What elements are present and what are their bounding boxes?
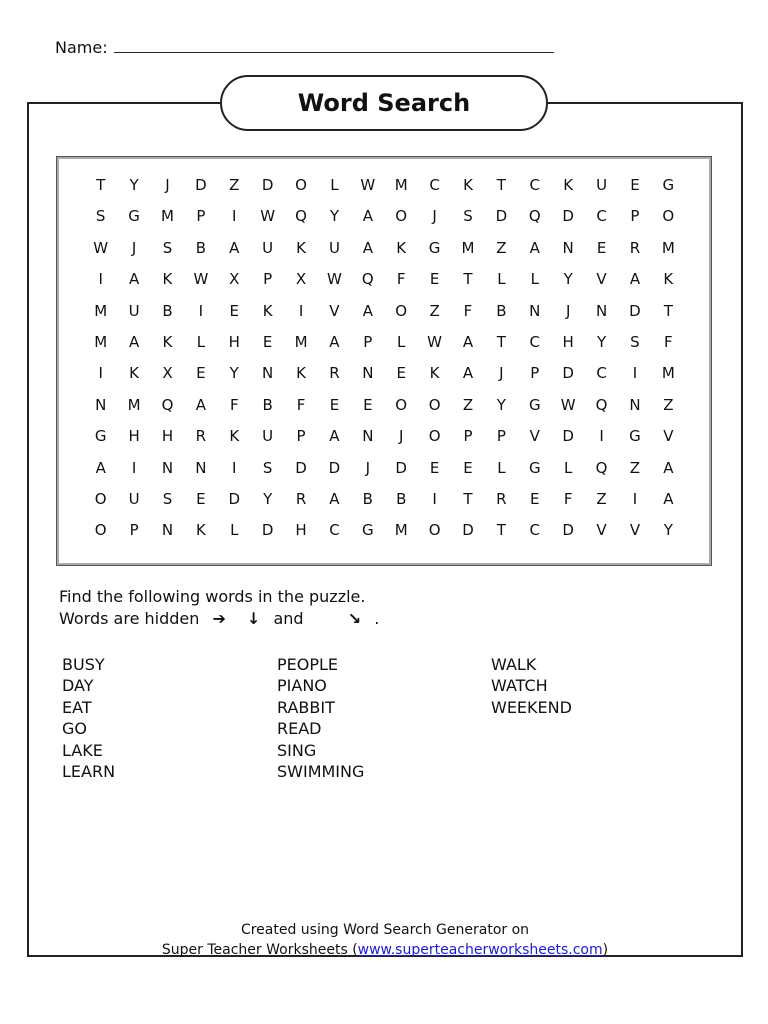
grid-letter: R	[629, 238, 641, 257]
name-label: Name:	[55, 38, 108, 57]
word-list-item: READ	[277, 719, 322, 739]
grid-letter: A	[462, 364, 474, 383]
grid-letter: D	[195, 176, 207, 194]
grid-letter: A	[462, 332, 474, 351]
word-list-item: WEEKEND	[491, 697, 572, 717]
grid-letter: E	[429, 270, 440, 289]
grid-letter: M	[661, 364, 675, 383]
grid-letter: G	[662, 176, 675, 194]
instructions-and: and	[273, 609, 304, 628]
grid-letter: I	[599, 427, 604, 446]
grid-letter: Z	[629, 458, 641, 477]
grid-letter: C	[329, 521, 340, 540]
grid-letter: H	[161, 427, 174, 446]
grid-letter: E	[229, 301, 239, 320]
grid-letter: B	[162, 301, 173, 320]
grid-letter: O	[395, 301, 408, 320]
grid-letter: P	[496, 427, 506, 446]
grid-letter: W	[560, 395, 576, 414]
grid-letter: X	[229, 270, 240, 289]
grid-letter: N	[362, 364, 374, 383]
grid-letter: F	[463, 301, 473, 320]
grid-letter: M	[394, 176, 408, 194]
grid-letter: U	[596, 176, 608, 194]
grid-letter: B	[496, 301, 507, 320]
grid-letter: A	[663, 489, 674, 508]
grid-letter: H	[128, 427, 140, 446]
grid-letter: V	[629, 521, 641, 540]
grid-letter: D	[228, 489, 241, 508]
grid-letter: Q	[595, 458, 608, 477]
grid-letter: K	[563, 176, 574, 194]
grid-letter: U	[128, 301, 140, 320]
grid-letter: A	[95, 458, 106, 477]
grid-letter: U	[262, 238, 274, 257]
grid-letter: K	[429, 364, 440, 383]
grid-letter: V	[529, 427, 540, 446]
grid-letter: W	[260, 207, 276, 226]
grid-letter: N	[195, 458, 207, 477]
grid-letter: R	[295, 489, 307, 508]
word-list-item: BUSY	[62, 655, 105, 674]
grid-letter: Y	[329, 207, 340, 226]
grid-letter: D	[295, 458, 307, 477]
grid-letter: Y	[663, 521, 673, 540]
grid-letter: G	[128, 207, 140, 226]
grid-letter: E	[530, 489, 540, 508]
grid-letter: P	[296, 427, 306, 446]
word-list-column-1	[62, 654, 115, 782]
grid-letter: E	[429, 458, 440, 477]
grid-letter: O	[395, 207, 408, 226]
grid-letter: Q	[295, 207, 307, 226]
grid-letter: D	[562, 521, 574, 540]
grid-letter: J	[131, 238, 137, 257]
grid-letter: D	[562, 364, 574, 383]
grid-letter: D	[562, 207, 574, 226]
grid-letter: R	[195, 427, 207, 446]
grid-letter: I	[432, 489, 437, 508]
grid-letter: I	[298, 301, 304, 320]
grid-letter: M	[661, 238, 675, 257]
grid-letter: K	[296, 238, 306, 257]
grid-letter: L	[563, 458, 573, 477]
grid-letter: S	[162, 489, 173, 508]
grid-letter: Q	[361, 270, 374, 289]
grid-letter: E	[196, 364, 206, 383]
grid-letter: Z	[229, 176, 240, 194]
grid-letter: X	[162, 364, 173, 383]
grid-letter: L	[530, 270, 539, 289]
word-list-item: RABBIT	[277, 697, 335, 717]
word-list-item: DAY	[62, 676, 94, 696]
grid-letter: G	[528, 395, 541, 414]
grid-letter: P	[463, 427, 473, 446]
grid-letter: Y	[563, 270, 573, 289]
grid-letter: K	[162, 270, 173, 289]
instructions-period: .	[374, 609, 380, 628]
grid-letter: E	[630, 176, 640, 194]
grid-letter: Q	[595, 395, 608, 414]
grid-letter: A	[362, 238, 373, 257]
grid-letter: R	[496, 489, 507, 508]
grid-letter: F	[229, 395, 239, 414]
grid-letter: N	[95, 395, 107, 414]
grid-letter: I	[131, 458, 137, 477]
grid-letter: O	[428, 395, 441, 414]
grid-letter: Z	[462, 395, 474, 414]
grid-letter: T	[463, 270, 473, 289]
arrow-right-icon: ➔	[212, 609, 226, 628]
grid-letter: P	[630, 207, 640, 226]
grid-letter: W	[93, 238, 109, 257]
grid-letter: I	[632, 489, 638, 508]
word-list-column-3	[491, 654, 572, 718]
worksheet-title: Word Search	[220, 75, 548, 131]
grid-letter: W	[427, 332, 443, 351]
grid-letter: E	[463, 458, 473, 477]
grid-letter: O	[295, 176, 307, 194]
word-list-item: LEARN	[62, 762, 116, 782]
grid-letter: D	[562, 427, 574, 446]
grid-letter: B	[396, 489, 407, 508]
grid-letter: K	[396, 238, 407, 257]
grid-letter: A	[128, 270, 140, 289]
grid-letter: W	[327, 270, 342, 289]
grid-letter: L	[397, 332, 406, 351]
grid-letter: M	[294, 332, 308, 351]
word-list-item: WALK	[491, 655, 537, 674]
grid-letter: G	[428, 238, 441, 257]
footer-prefix: Super Teacher Worksheets (	[161, 942, 358, 958]
grid-letter: E	[596, 238, 607, 257]
grid-letter: M	[94, 301, 108, 320]
grid-letter: K	[663, 270, 674, 289]
grid-letter: O	[395, 395, 408, 414]
grid-letter: J	[499, 364, 504, 383]
grid-letter: A	[529, 238, 540, 257]
grid-letter: N	[262, 364, 274, 383]
grid-letter: J	[565, 301, 571, 320]
grid-letter: P	[263, 270, 273, 289]
grid-letter: R	[329, 364, 340, 383]
grid-letter: I	[632, 364, 638, 383]
grid-letter: U	[128, 489, 140, 508]
grid-letter: O	[428, 521, 441, 540]
grid-letter: A	[329, 489, 340, 508]
word-list-item: LAKE	[62, 740, 103, 760]
grid-letter: B	[362, 489, 373, 508]
grid-letter: D	[495, 207, 508, 226]
grid-letter: P	[129, 521, 139, 540]
grid-letter: K	[195, 521, 206, 540]
grid-letter: N	[161, 458, 174, 477]
grid-letter: K	[463, 176, 473, 194]
grid-letter: O	[94, 521, 107, 540]
grid-letter: U	[262, 427, 274, 446]
grid-letter: M	[161, 207, 174, 226]
grid-letter: G	[94, 427, 107, 446]
footer-line2	[27, 940, 743, 960]
grid-letter: H	[295, 521, 307, 540]
grid-letter: S	[162, 238, 173, 257]
grid-letter: L	[230, 521, 239, 540]
grid-letter: D	[395, 458, 407, 477]
grid-letter: K	[229, 427, 240, 446]
arrow-diagonal-icon: ↘	[347, 609, 362, 628]
grid-letter: N	[562, 238, 574, 257]
grid-letter: A	[362, 301, 373, 320]
grid-letter: G	[362, 521, 374, 540]
instructions	[59, 586, 379, 630]
word-list-item: PEOPLE	[277, 655, 339, 674]
grid-letter: T	[496, 332, 506, 351]
word-list-item: SWIMMING	[277, 762, 365, 782]
word-list-item: SING	[277, 740, 317, 760]
grid-letter: Z	[596, 489, 607, 508]
footer	[27, 920, 743, 960]
footer-line1: Created using Word Search Generator on	[240, 922, 530, 938]
grid-letter: Q	[161, 395, 174, 414]
grid-letter: J	[165, 176, 170, 194]
grid-letter: L	[196, 332, 206, 351]
grid-letter: T	[96, 176, 106, 194]
grid-letter: S	[95, 207, 106, 226]
grid-letter: E	[196, 489, 206, 508]
grid-letter: A	[362, 207, 373, 226]
grid-letter: X	[295, 270, 307, 289]
grid-letter: J	[398, 427, 404, 446]
grid-letter: A	[329, 332, 340, 351]
grid-letter: C	[529, 521, 541, 540]
grid-letter: K	[162, 332, 173, 351]
grid-letter: C	[529, 176, 541, 194]
word-list-item: PIANO	[277, 676, 327, 696]
grid-letter: Z	[496, 238, 507, 257]
grid-letter: J	[432, 207, 437, 226]
grid-letter: I	[198, 301, 204, 320]
grid-letter: I	[98, 364, 103, 383]
grid-letter: D	[261, 521, 274, 540]
grid-letter: G	[528, 458, 541, 477]
grid-letter: T	[663, 301, 673, 320]
grid-letter: B	[195, 238, 207, 257]
grid-letter: K	[129, 364, 139, 383]
grid-letter: T	[496, 521, 506, 540]
grid-letter: F	[296, 395, 306, 414]
grid-letter: Y	[596, 332, 607, 351]
grid-letter: D	[261, 176, 274, 194]
footer-link[interactable]: www.superteacherworksheets.com	[357, 942, 603, 958]
grid-letter: M	[127, 395, 141, 414]
grid-letter: J	[365, 458, 371, 477]
word-list-item: GO	[62, 719, 87, 739]
grid-letter: F	[664, 332, 673, 351]
grid-letter: H	[562, 332, 574, 351]
name-blank-line	[114, 38, 554, 53]
grid-letter: W	[360, 176, 376, 194]
grid-letter: Q	[528, 207, 541, 226]
grid-letter: K	[262, 301, 273, 320]
grid-letter: I	[232, 207, 237, 226]
grid-letter: N	[595, 301, 608, 320]
grid-letter: D	[462, 521, 474, 540]
grid-letter: T	[463, 489, 473, 508]
instructions-line2	[59, 608, 379, 630]
grid-letter: A	[128, 332, 140, 351]
grid-letter: C	[596, 364, 607, 383]
grid-letter: O	[428, 427, 441, 446]
grid-letter: W	[193, 270, 209, 289]
grid-letter: V	[596, 521, 607, 540]
grid-letter: M	[394, 521, 408, 540]
word-list-item: WATCH	[491, 676, 548, 696]
grid-letter: D	[328, 458, 341, 477]
grid-letter: N	[362, 427, 374, 446]
grid-letter: E	[363, 395, 373, 414]
grid-letter: F	[396, 270, 406, 289]
grid-letter: L	[330, 176, 339, 194]
grid-letter: L	[497, 458, 506, 477]
grid-letter: C	[529, 332, 541, 351]
grid-letter: O	[662, 207, 675, 226]
grid-letter: N	[629, 395, 641, 414]
arrow-down-icon: ↓	[246, 609, 261, 628]
grid-letter: N	[161, 521, 174, 540]
grid-letter: A	[229, 238, 240, 257]
grid-letter: S	[630, 332, 640, 351]
grid-letter: C	[429, 176, 440, 194]
grid-letter: U	[328, 238, 340, 257]
grid-letter: Y	[129, 176, 139, 194]
grid-letter: V	[596, 270, 607, 289]
grid-letter: I	[98, 270, 103, 289]
grid-letter: I	[232, 458, 237, 477]
grid-letter: D	[629, 301, 641, 320]
grid-letter: E	[262, 332, 273, 351]
grid-letter: P	[530, 364, 540, 383]
grid-letter: B	[262, 395, 273, 414]
grid-letter: E	[329, 395, 340, 414]
grid-letter: F	[563, 489, 573, 508]
grid-letter: A	[329, 427, 340, 446]
word-list-column-2	[277, 654, 364, 782]
grid-letter: Y	[229, 364, 239, 383]
grid-letter: A	[629, 270, 641, 289]
footer-suffix: )	[602, 942, 609, 958]
instructions-line1: Find the following words in the puzzle.	[59, 587, 366, 606]
word-list-item: EAT	[62, 697, 92, 717]
grid-letter: L	[497, 270, 506, 289]
name-row	[55, 38, 554, 57]
letter-grid	[84, 170, 685, 547]
grid-letter: A	[663, 458, 674, 477]
grid-letter: M	[461, 238, 475, 257]
grid-letter: S	[463, 207, 473, 226]
grid-letter: S	[262, 458, 273, 477]
grid-letter: G	[629, 427, 641, 446]
grid-letter: Z	[429, 301, 440, 320]
grid-letter: V	[663, 427, 674, 446]
grid-letter: P	[196, 207, 206, 226]
grid-letter: A	[195, 395, 206, 414]
grid-letter: Y	[496, 395, 506, 414]
grid-letter: Z	[663, 395, 674, 414]
grid-letter: V	[329, 301, 340, 320]
grid-letter: O	[94, 489, 107, 508]
grid-letter: N	[529, 301, 541, 320]
grid-letter: K	[296, 364, 306, 383]
grid-letter: H	[228, 332, 240, 351]
grid-letter: T	[496, 176, 506, 194]
instructions-prefix: Words are hidden	[59, 609, 200, 628]
grid-letter: C	[596, 207, 607, 226]
grid-letter: Y	[263, 489, 273, 508]
grid-letter: P	[363, 332, 373, 351]
grid-letter: M	[94, 332, 108, 351]
grid-letter: E	[396, 364, 406, 383]
